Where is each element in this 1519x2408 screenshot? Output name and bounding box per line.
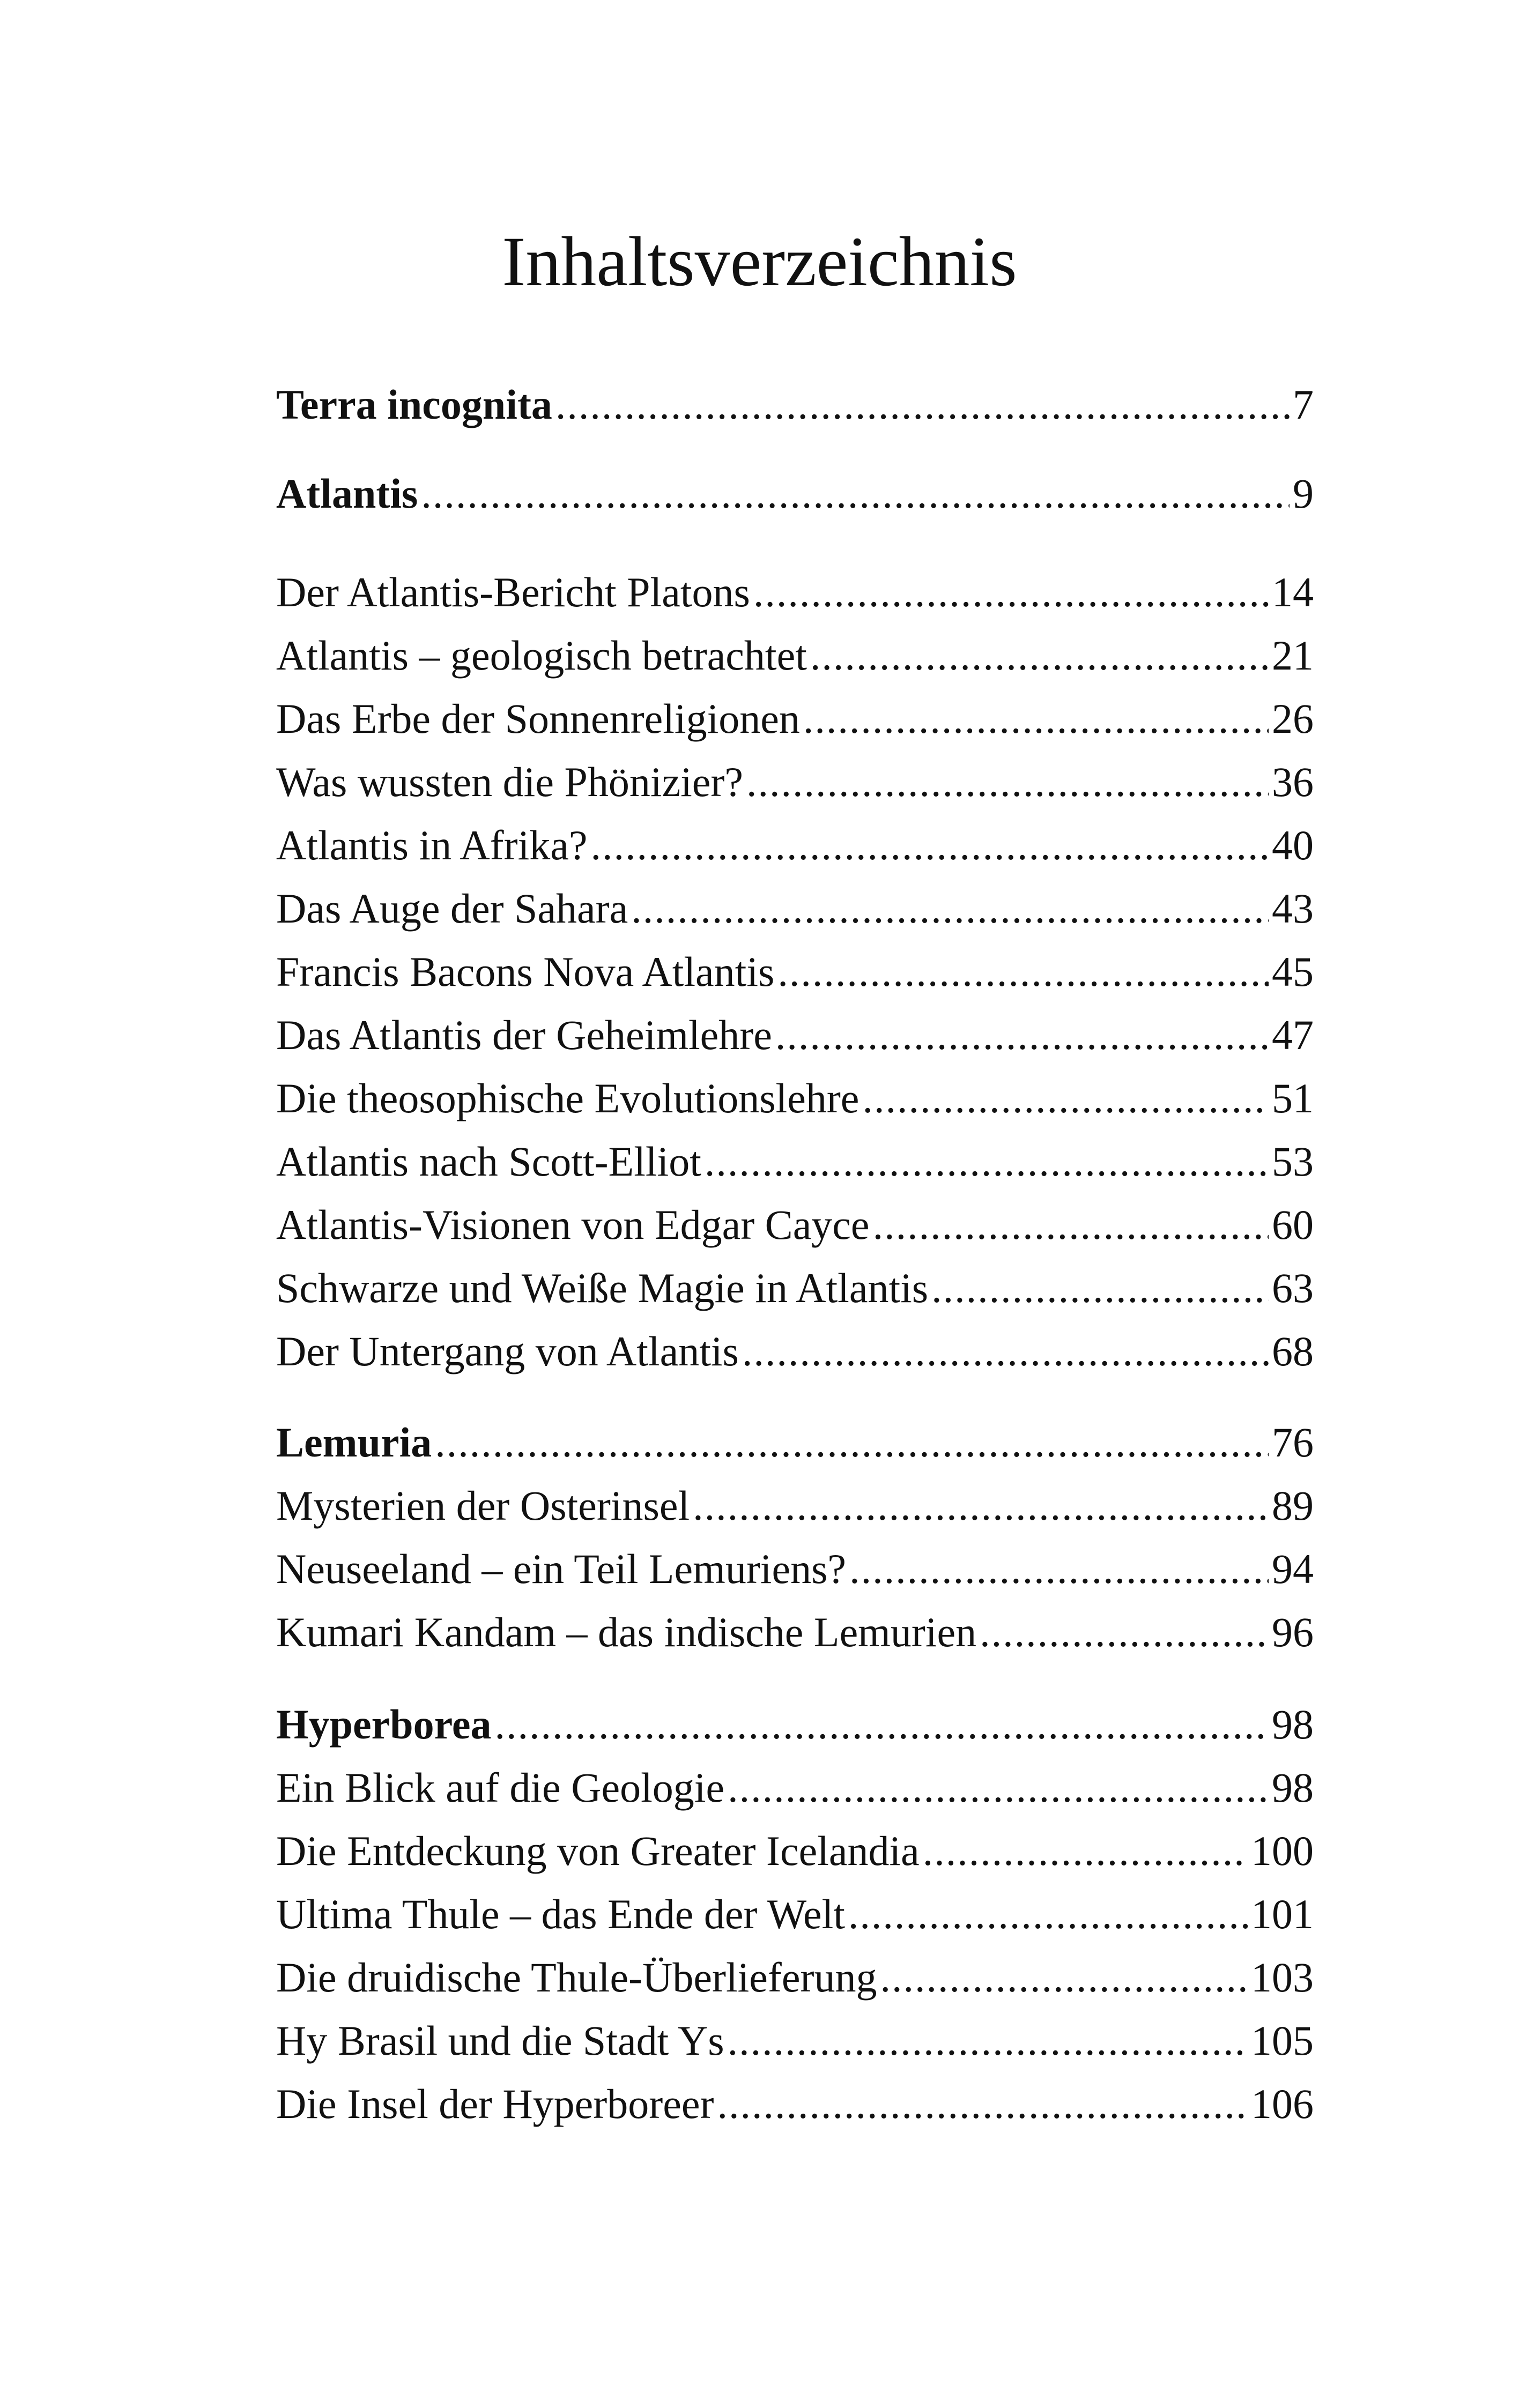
toc-entry [276, 1603, 1314, 1662]
toc-page-number: 53 [1272, 1138, 1314, 1185]
toc-page-number: 98 [1272, 1701, 1314, 1748]
toc-page-number: 43 [1272, 885, 1314, 932]
toc-dot-leader [435, 1413, 1269, 1472]
toc-dot-leader [631, 879, 1269, 938]
toc-dot-leader [555, 375, 1290, 434]
toc-dot-leader [777, 942, 1269, 1001]
toc-page-number: 96 [1272, 1609, 1314, 1655]
toc-page-number: 9 [1293, 470, 1314, 517]
toc-dot-leader [849, 1540, 1269, 1599]
toc-entry-title: Mysterien der Osterinsel [276, 1482, 690, 1529]
toc-page-number: 21 [1272, 632, 1314, 679]
toc-entry [276, 563, 1314, 622]
toc-entry-title: Der Atlantis-Bericht Platons [276, 569, 750, 615]
toc-entry-title: Francis Bacons Nova Atlantis [276, 948, 775, 995]
toc-dot-leader [880, 1948, 1248, 2007]
toc-dot-leader [728, 2011, 1248, 2070]
toc-page-number: 76 [1272, 1419, 1314, 1466]
toc-page-number: 7 [1293, 381, 1314, 428]
toc-dot-leader [862, 1069, 1269, 1128]
toc-page-number: 103 [1251, 1954, 1314, 2001]
toc-entry [276, 689, 1314, 748]
toc-entry [276, 1132, 1314, 1191]
toc-entry [276, 1885, 1314, 1944]
toc-dot-leader [931, 1259, 1269, 1318]
toc-entry-title: Die druidische Thule-Überlieferung [276, 1954, 877, 2001]
toc-page-number: 14 [1272, 569, 1314, 615]
toc-entry [276, 375, 1314, 434]
toc-entry-title: Kumari Kandam – das indische Lemurien [276, 1609, 977, 1655]
toc-page-number: 47 [1272, 1012, 1314, 1058]
toc-page-number: 60 [1272, 1201, 1314, 1248]
toc-entry [276, 753, 1314, 812]
page-title: Inhaltsverzeichnis [502, 222, 1017, 301]
toc-entry-title: Hyperborea [276, 1701, 492, 1748]
toc-dot-leader [775, 1006, 1269, 1065]
toc-dot-leader [810, 626, 1269, 685]
toc-entry-title: Der Untergang von Atlantis [276, 1328, 739, 1374]
toc-page-number: 36 [1272, 759, 1314, 805]
toc-entry [276, 626, 1314, 685]
toc-entry-title: Atlantis nach Scott-Elliot [276, 1138, 701, 1185]
toc-page-number: 63 [1272, 1265, 1314, 1311]
toc-page-number: 106 [1251, 2080, 1314, 2127]
toc-page-number: 26 [1272, 695, 1314, 742]
toc-page-number: 45 [1272, 948, 1314, 995]
toc-dot-leader [753, 563, 1269, 622]
toc-entry-title: Atlantis [276, 470, 418, 517]
toc-entry [276, 816, 1314, 875]
toc-dot-leader [495, 1695, 1269, 1754]
toc-entry [276, 1006, 1314, 1065]
toc-entry [276, 1413, 1314, 1472]
toc-entry-title: Lemuria [276, 1419, 432, 1466]
toc-dot-leader [848, 1885, 1248, 1944]
toc-entry [276, 1758, 1314, 1817]
toc-page-number: 98 [1272, 1764, 1314, 1811]
toc-entry [276, 1259, 1314, 1318]
toc-dot-leader [803, 689, 1269, 748]
toc-dot-leader [746, 753, 1269, 812]
toc-entry-title: Atlantis-Visionen von Edgar Cayce [276, 1201, 870, 1248]
toc-page-number: 51 [1272, 1075, 1314, 1121]
toc-entry-title: Die Entdeckung von Greater Icelandia [276, 1827, 920, 1874]
toc-dot-leader [980, 1603, 1269, 1662]
toc-entry [276, 1695, 1314, 1754]
toc-entry [276, 1069, 1314, 1128]
toc-dot-leader [705, 1132, 1269, 1191]
toc-entry [276, 942, 1314, 1001]
toc-entry-title: Ultima Thule – das Ende der Welt [276, 1891, 845, 1937]
toc-page-number: 89 [1272, 1482, 1314, 1529]
toc-page-number: 101 [1251, 1891, 1314, 1937]
toc-entry-title: Die Insel der Hyperboreer [276, 2080, 714, 2127]
toc-entry [276, 1195, 1314, 1254]
toc-entry [276, 1822, 1314, 1881]
toc-entry-title: Ein Blick auf die Geologie [276, 1764, 725, 1811]
toc-entry-title: Das Erbe der Sonnenreligionen [276, 695, 800, 742]
toc-entry-title: Was wussten die Phönizier? [276, 759, 744, 805]
toc-dot-leader [421, 464, 1290, 523]
toc-entry-title: Atlantis in Afrika? [276, 822, 588, 868]
toc-page-number: 40 [1272, 822, 1314, 868]
toc-entry [276, 1322, 1314, 1381]
toc-entry-title: Das Atlantis der Geheimlehre [276, 1012, 772, 1058]
toc-entry-title: Schwarze und Weiße Magie in Atlantis [276, 1265, 929, 1311]
toc-dot-leader [693, 1476, 1269, 1535]
toc-dot-leader [873, 1195, 1269, 1254]
toc-page-number: 68 [1272, 1328, 1314, 1374]
toc-entry [276, 2075, 1314, 2134]
toc-dot-leader [591, 816, 1269, 875]
toc-page-number: 105 [1251, 2017, 1314, 2064]
toc-page-number: 94 [1272, 1545, 1314, 1592]
toc-entry-title: Die theosophische Evolutionslehre [276, 1075, 859, 1121]
toc-entry [276, 1540, 1314, 1599]
toc-dot-leader [717, 2075, 1248, 2134]
toc-entry-title: Atlantis – geologisch betrachtet [276, 632, 807, 679]
toc-entry [276, 1476, 1314, 1535]
toc-page-number: 100 [1251, 1827, 1314, 1874]
toc-entry-title: Terra incognita [276, 381, 552, 428]
toc-entry-title: Neuseeland – ein Teil Lemuriens? [276, 1545, 847, 1592]
toc-entry [276, 464, 1314, 523]
toc-entry-title: Hy Brasil und die Stadt Ys [276, 2017, 724, 2064]
toc-dot-leader [742, 1322, 1269, 1381]
toc-entry [276, 2011, 1314, 2070]
toc-dot-leader [923, 1822, 1248, 1881]
toc-dot-leader [728, 1758, 1269, 1817]
toc-entry [276, 1948, 1314, 2007]
toc-entry [276, 879, 1314, 938]
toc-entry-title: Das Auge der Sahara [276, 885, 628, 932]
